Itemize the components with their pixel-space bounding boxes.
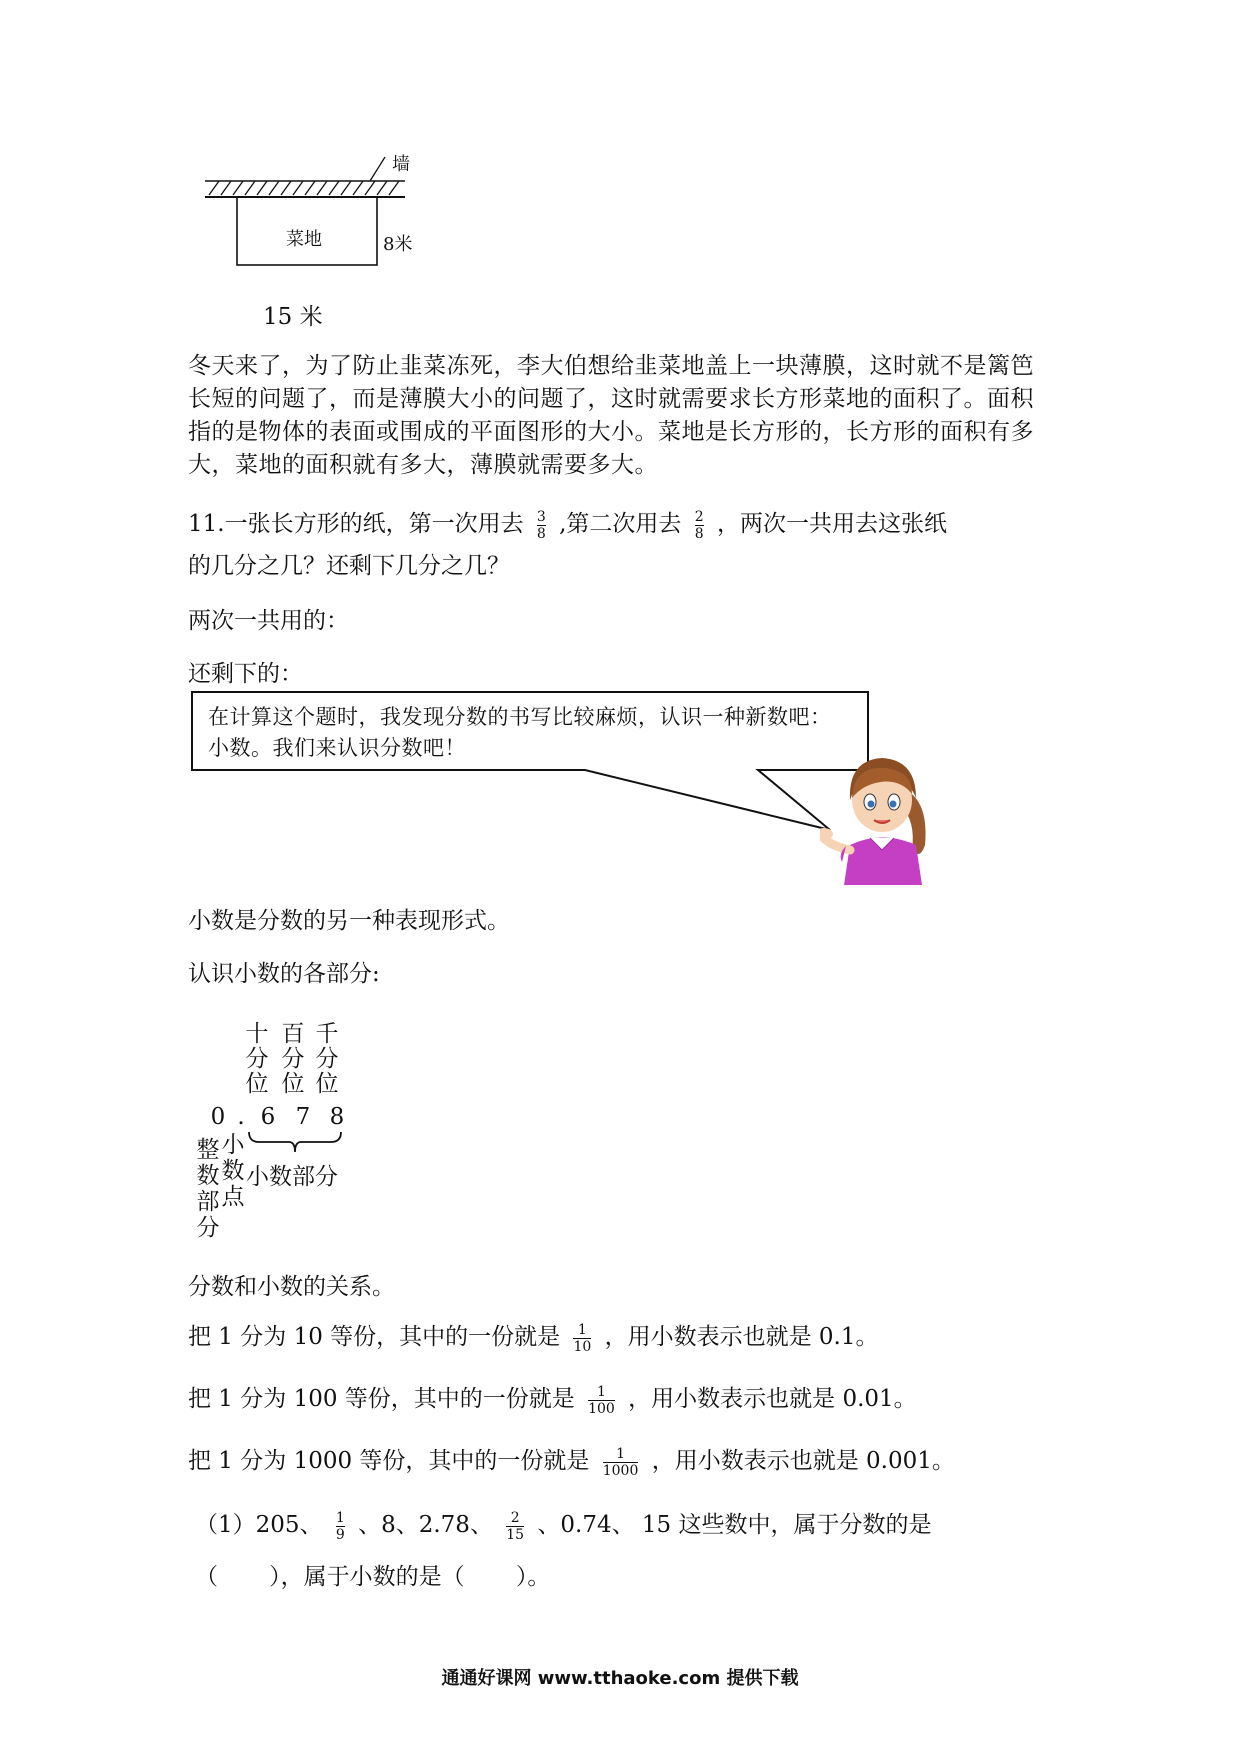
decimal-number xyxy=(205,1104,353,1130)
hundredths-place-label: 百 分 位 xyxy=(281,1021,305,1097)
q11-frac2-numerator: 2 xyxy=(694,508,704,525)
relation-row: 把 1 分为 1000 等份，其中的一份就是 $\frac{1}{1000}$ ，用小数表示也就是 0.001。 xyxy=(188,1445,955,1479)
relation-row: 把 1 分为 100 等份，其中的一份就是 $\frac{1}{100}$ ，用小数表示也就是 0.01。 xyxy=(188,1383,917,1417)
q11-text3: ，两次一共用去这张纸 xyxy=(716,511,947,537)
question-11-line1 xyxy=(188,505,947,542)
decimal-part-brace xyxy=(245,1130,345,1160)
answer-left-label: 还剩下的： xyxy=(188,661,303,687)
integer-part-label: 整 数 部 分 xyxy=(196,1137,220,1241)
footer-source: 通通好课网 www.tthaoke.com 提供下载 xyxy=(441,1668,799,1689)
fraction-one-thousandth: $\frac{1}{1000}$ xyxy=(602,1445,639,1479)
q11-frac1-denominator: 8 xyxy=(536,525,546,542)
q11-text1: 11.一张长方形的纸，第一次用去 xyxy=(188,511,524,537)
intro-paragraph: 冬天来了，为了防止韭菜冻死，李大伯想给韭菜地盖上一块薄膜，这时就不是篱笆长短的问题了，而是薄膜大小的问题了，这时就需要求长方形菜地的面积了。面积指的是物体的表面或围成的平面图形的大小。菜地是长方形的，长方形的面积有多大，菜地的面积就有多大，薄膜就需要多大。 xyxy=(188,353,1034,478)
q11-frac2-denominator: 8 xyxy=(694,525,704,542)
side-length-label: 8米 xyxy=(383,234,413,255)
fraction-one-tenth: $\frac{1}{10}$ xyxy=(573,1321,592,1355)
speech-bubble-text: 在计算这个题时，我发现分数的书写比较麻烦，认识一种新数吧：小数。我们来认识分数吧！ xyxy=(208,705,832,760)
q11-text2: ,第二次用去 xyxy=(559,511,682,537)
exercise-fraction-2: $\frac{2}{15}$ xyxy=(506,1509,525,1543)
wall-pointer xyxy=(370,157,385,181)
question-11-line2: 的几分之几？还剩下几分之几？ xyxy=(188,553,510,579)
thousandths-digit: 8 xyxy=(329,1104,345,1130)
decimal-part-label: 小数部分 xyxy=(246,1164,338,1190)
q11-fraction-1 xyxy=(537,509,546,542)
relation-title: 分数和小数的关系。 xyxy=(188,1274,395,1300)
parts-title: 认识小数的各部分: xyxy=(188,961,380,987)
tenths-place-label: 十 分 位 xyxy=(245,1021,269,1097)
decimal-point-label: 小 数 点 xyxy=(221,1132,245,1210)
answer-used-label: 两次一共用的： xyxy=(188,608,349,634)
exercise-line1: （1）205、 $\frac{1}{9}$ 、8、2.78、 $\frac{2}{15}$ 、0.74、 15 这些数中，属于分数的是 xyxy=(195,1509,932,1543)
relation-row: 把 1 分为 10 等份，其中的一份就是 $\frac{1}{10}$ ，用小数表示也就是 0.1。 xyxy=(188,1321,879,1355)
bottom-length-label: 15 米 xyxy=(263,304,323,330)
decimal-point-symbol: . xyxy=(237,1104,245,1130)
exercise-fraction-1: $\frac{1}{9}$ xyxy=(335,1509,345,1543)
tenths-digit: 6 xyxy=(260,1104,276,1130)
wall-hatching xyxy=(209,181,399,195)
wall-label: 墙 xyxy=(392,154,410,175)
decimal-intro: 小数是分数的另一种表现形式。 xyxy=(188,908,510,934)
hundredths-digit: 7 xyxy=(295,1104,311,1130)
q11-fraction-2 xyxy=(695,509,704,542)
field-label: 菜地 xyxy=(286,229,322,250)
thousandths-place-label: 千 分 位 xyxy=(315,1021,339,1097)
fraction-one-hundredth: $\frac{1}{100}$ xyxy=(588,1383,615,1417)
q11-frac1-numerator: 3 xyxy=(536,508,546,525)
integer-digit: 0 xyxy=(210,1104,226,1130)
exercise-line2: （ ），属于小数的是（ ）。 xyxy=(195,1564,551,1590)
girl-illustration xyxy=(820,750,940,885)
